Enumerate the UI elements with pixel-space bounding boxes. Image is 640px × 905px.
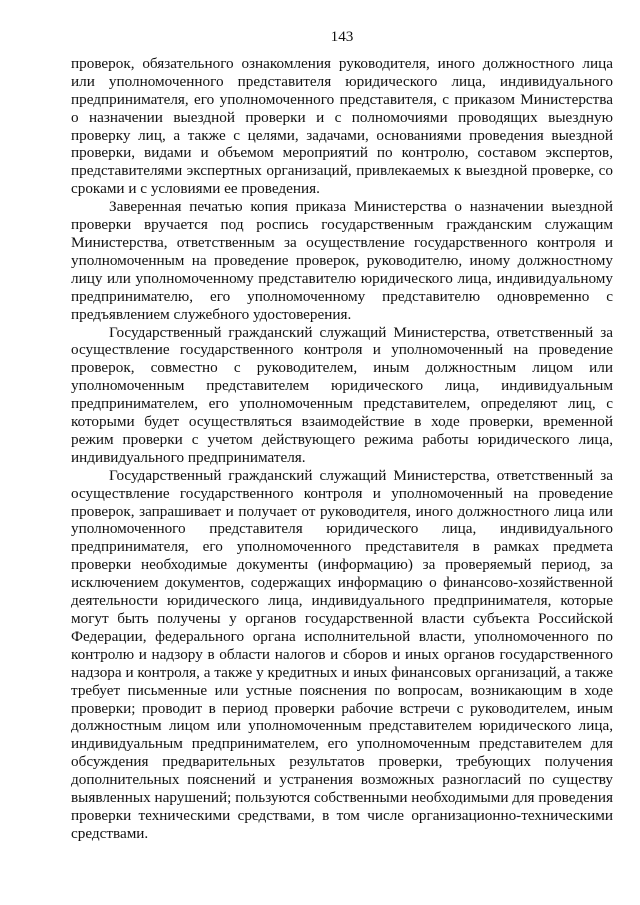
paragraph-2: Заверенная печатью копия приказа Министерства о назначении выездной проверки вручается под роспись государственным гражданским служащим Министерства, ответственным за осуществление государственного контроля и уполномоченным на проведение проверок, руководителю, иному должностному лицу или уполномоченному представителю юридического лица, индивидуальному предпринимателю, его уполномоченному представителю одновременно с предъявлением служебного удостоверения.: [71, 198, 613, 323]
paragraph-4: Государственный гражданский служащий Министерства, ответственный за осуществление государственного контроля и уполномоченный на проведение проверок, запрашивает и получает от руководителя, иного должностного лица или уполномоченного представителя юридического лица, индивидуального предпринимателя, его уполномоченного представителя в рамках предмета проверки необходимые документы (информацию) за проверяемый период, за исключением документов, содержащих информацию о финансово-хозяйственной деятельности юридического лица, индивидуального предпринимателя, которые могут быть получены у органов государственной власти субъекта Российской Федерации, федерального органа исполнительной власти, уполномоченного по контролю и надзору в области налогов и сборов и иных органов государственного надзора и контроля, а также у кредитных и иных финансовых организаций, а также требует письменные или устные пояснения по вопросам, возникающим в ходе проверки; проводит в период проверки рабочие встречи с руководителем, иным должностным лицом или уполномоченным представителем юридического лица, индивидуальным предпринимателем, его уполномоченным представителем для обсуждения предварительных результатов проверки, требующих получения дополнительных пояснений и устранения возможных разногласий по существу выявленных нарушений; пользуются собственными необходимыми для проведения проверки техническими средствами, в том числе организационно-техническими средствами.: [71, 466, 613, 842]
paragraph-1: проверок, обязательного ознакомления руководителя, иного должностного лица или уполномоченного представителя юридического лица, индивидуального предпринимателя, его уполномоченного представителя, с приказом Министерства о назначении выездной проверки и с полномочиями проводящих выездную проверку лиц, а также с целями, задачами, основаниями проведения выездной проверки, видами и объемом мероприятий по контролю, составом экспертов, представителями экспертных организаций, привлекаемых к выездной проверке, со сроками и с условиями ее проведения.: [71, 54, 613, 198]
paragraph-3: Государственный гражданский служащий Министерства, ответственный за осуществление государственного контроля и уполномоченный на проведение проверок, совместно с руководителем, иным должностным лицом или уполномоченным представителем юридического лица, индивидуальным предпринимателем, его уполномоченным представителем, определяют лиц, с которыми будет осуществляться взаимодействие в ходе проверки, временной режим проверки с учетом действующего режима работы юридического лица, индивидуального предпринимателя.: [71, 323, 613, 466]
page-number: 143: [330, 28, 354, 45]
document-page: [71, 28, 613, 843]
